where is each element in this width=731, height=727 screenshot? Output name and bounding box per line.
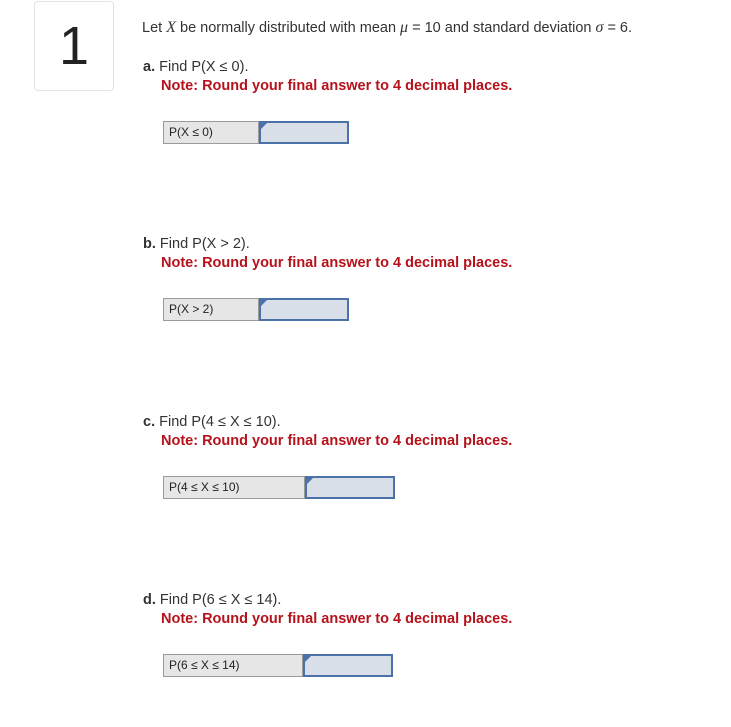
part-c-answer-input[interactable]: [305, 476, 395, 499]
part-b-letter: b.: [143, 236, 156, 252]
part-b-title: [143, 235, 703, 253]
part-c-answer-row: [163, 476, 395, 499]
part-d-answer-row: [163, 654, 393, 677]
part-d-title: [143, 591, 703, 609]
part-d-prompt: Find P(6 ≤ X ≤ 14).: [159, 592, 282, 608]
intro-middle: be normally distributed with mean: [180, 20, 397, 36]
part-d-answer-input[interactable]: [303, 654, 393, 677]
intro-mu: μ: [400, 19, 409, 36]
part-c-answer-label: P(4 ≤ X ≤ 10): [163, 476, 305, 499]
part-b-note: Note: Round your final answer to 4 decimal places.: [161, 255, 513, 271]
part-c-note: Note: Round your final answer to 4 decimal places.: [161, 433, 513, 449]
intro-prefix: Let: [142, 20, 163, 36]
part-c-title: [143, 413, 703, 431]
part-c-letter: c.: [143, 414, 156, 430]
part-a-title: [143, 58, 703, 76]
part-d: [143, 591, 703, 628]
part-a-letter: a.: [143, 59, 156, 75]
intro-sigma: σ: [595, 19, 604, 36]
part-c: [143, 413, 703, 450]
question-number-box: [34, 1, 114, 91]
part-d-answer-label: P(6 ≤ X ≤ 14): [163, 654, 303, 677]
intro-sd: = 6.: [607, 20, 633, 36]
question-intro: [142, 19, 632, 37]
part-a-answer-row: [163, 121, 349, 144]
part-b-prompt: Find P(X > 2).: [159, 236, 250, 252]
part-b-input-wrap: [259, 298, 349, 321]
part-d-note: Note: Round your final answer to 4 decimal places.: [161, 611, 513, 627]
question-number: 1: [58, 16, 90, 76]
part-d-letter: d.: [143, 592, 156, 608]
part-b-answer-input[interactable]: [259, 298, 349, 321]
part-a-answer-input[interactable]: [259, 121, 349, 144]
part-a-prompt: Find P(X ≤ 0).: [159, 59, 249, 75]
part-a-answer-label: P(X ≤ 0): [163, 121, 259, 144]
part-c-input-wrap: [305, 476, 395, 499]
part-d-input-wrap: [303, 654, 393, 677]
part-a-note: Note: Round your final answer to 4 decimal places.: [161, 78, 513, 94]
part-b-answer-row: [163, 298, 349, 321]
part-a: [143, 58, 703, 95]
part-b: [143, 235, 703, 272]
part-a-input-wrap: [259, 121, 349, 144]
intro-variable: X: [166, 19, 176, 36]
part-c-prompt: Find P(4 ≤ X ≤ 10).: [159, 414, 281, 430]
part-b-answer-label: P(X > 2): [163, 298, 259, 321]
intro-mean: = 10 and standard deviation: [412, 20, 592, 36]
